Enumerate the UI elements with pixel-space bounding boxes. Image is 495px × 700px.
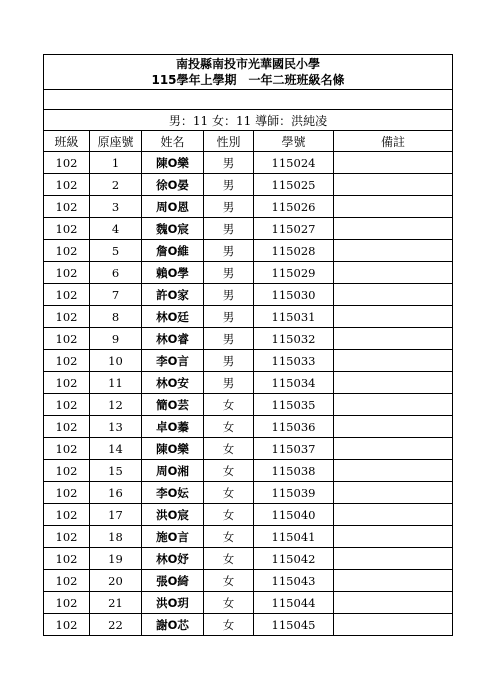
class-cell: 102 — [44, 460, 90, 482]
student-id-cell: 115041 — [254, 526, 334, 548]
table-row — [44, 196, 453, 218]
school-name: 南投縣南投市光華國民小學 — [175, 57, 320, 71]
name-cell: 周O恩 — [142, 196, 204, 218]
table-row — [44, 394, 453, 416]
header-student-id: 學號 — [254, 131, 334, 152]
header-notes: 備註 — [334, 131, 453, 152]
student-id-cell: 115035 — [254, 394, 334, 416]
gender-cell: 女 — [204, 504, 254, 526]
name-cell: 陳O樂 — [142, 438, 204, 460]
document-title — [44, 55, 453, 90]
name-cell: 卓O蓁 — [142, 416, 204, 438]
gender-cell: 男 — [204, 372, 254, 394]
notes-cell — [334, 504, 453, 526]
table-row — [44, 438, 453, 460]
student-id-cell: 115042 — [254, 548, 334, 570]
name-cell: 周O湘 — [142, 460, 204, 482]
notes-cell — [334, 174, 453, 196]
seat-cell: 22 — [90, 614, 142, 636]
gender-cell: 男 — [204, 306, 254, 328]
blank-row — [44, 90, 453, 110]
table-row — [44, 350, 453, 372]
seat-cell: 9 — [90, 328, 142, 350]
student-id-cell: 115027 — [254, 218, 334, 240]
name-cell: 謝O芯 — [142, 614, 204, 636]
title-row — [44, 55, 453, 90]
seat-cell: 14 — [90, 438, 142, 460]
seat-cell: 21 — [90, 592, 142, 614]
name-cell: 賴O學 — [142, 262, 204, 284]
gender-cell: 男 — [204, 328, 254, 350]
seat-cell: 19 — [90, 548, 142, 570]
gender-cell: 男 — [204, 262, 254, 284]
gender-cell: 女 — [204, 548, 254, 570]
class-cell: 102 — [44, 284, 90, 306]
seat-cell: 17 — [90, 504, 142, 526]
seat-cell: 16 — [90, 482, 142, 504]
student-id-cell: 115030 — [254, 284, 334, 306]
name-cell: 洪O玥 — [142, 592, 204, 614]
class-cell: 102 — [44, 240, 90, 262]
class-cell: 102 — [44, 262, 90, 284]
seat-cell: 8 — [90, 306, 142, 328]
class-cell: 102 — [44, 152, 90, 174]
class-cell: 102 — [44, 328, 90, 350]
student-id-cell: 115032 — [254, 328, 334, 350]
student-id-cell: 115034 — [254, 372, 334, 394]
class-cell: 102 — [44, 504, 90, 526]
student-id-cell: 115038 — [254, 460, 334, 482]
table-row — [44, 614, 453, 636]
notes-cell — [334, 306, 453, 328]
seat-cell: 11 — [90, 372, 142, 394]
class-cell: 102 — [44, 394, 90, 416]
student-id-cell: 115024 — [254, 152, 334, 174]
name-cell: 李O言 — [142, 350, 204, 372]
notes-cell — [334, 196, 453, 218]
notes-cell — [334, 570, 453, 592]
class-cell: 102 — [44, 438, 90, 460]
gender-cell: 女 — [204, 482, 254, 504]
table-row — [44, 570, 453, 592]
student-id-cell: 115036 — [254, 416, 334, 438]
notes-cell — [334, 614, 453, 636]
gender-cell: 男 — [204, 350, 254, 372]
class-cell: 102 — [44, 218, 90, 240]
notes-cell — [334, 372, 453, 394]
table-row — [44, 460, 453, 482]
seat-cell: 7 — [90, 284, 142, 306]
notes-cell — [334, 416, 453, 438]
name-cell: 詹O維 — [142, 240, 204, 262]
seat-cell: 1 — [90, 152, 142, 174]
gender-cell: 女 — [204, 460, 254, 482]
student-id-cell: 115033 — [254, 350, 334, 372]
term-class-title: 115學年上學期 一年二班班級名條 — [151, 73, 345, 87]
student-id-cell: 115025 — [254, 174, 334, 196]
seat-cell: 12 — [90, 394, 142, 416]
notes-cell — [334, 262, 453, 284]
notes-cell — [334, 438, 453, 460]
gender-cell: 男 — [204, 152, 254, 174]
notes-cell — [334, 482, 453, 504]
seat-cell: 4 — [90, 218, 142, 240]
name-cell: 李O妘 — [142, 482, 204, 504]
gender-cell: 男 — [204, 284, 254, 306]
student-id-cell: 115029 — [254, 262, 334, 284]
blank-cell — [44, 90, 453, 110]
notes-cell — [334, 152, 453, 174]
gender-cell: 女 — [204, 592, 254, 614]
notes-cell — [334, 218, 453, 240]
seat-cell: 3 — [90, 196, 142, 218]
class-cell: 102 — [44, 196, 90, 218]
name-cell: 許O家 — [142, 284, 204, 306]
gender-cell: 女 — [204, 416, 254, 438]
name-cell: 林O妤 — [142, 548, 204, 570]
header-gender: 性別 — [204, 131, 254, 152]
class-cell: 102 — [44, 526, 90, 548]
table-row — [44, 218, 453, 240]
table-row — [44, 284, 453, 306]
header-class: 班級 — [44, 131, 90, 152]
name-cell: 施O言 — [142, 526, 204, 548]
table-row — [44, 372, 453, 394]
table-row — [44, 416, 453, 438]
seat-cell: 13 — [90, 416, 142, 438]
table-row — [44, 240, 453, 262]
student-id-cell: 115026 — [254, 196, 334, 218]
name-cell: 魏O宸 — [142, 218, 204, 240]
table-row — [44, 306, 453, 328]
class-cell: 102 — [44, 570, 90, 592]
header-row — [44, 131, 453, 152]
seat-cell: 18 — [90, 526, 142, 548]
seat-cell: 2 — [90, 174, 142, 196]
class-cell: 102 — [44, 548, 90, 570]
class-roster-table — [43, 54, 453, 636]
table-row — [44, 328, 453, 350]
notes-cell — [334, 548, 453, 570]
table-row — [44, 482, 453, 504]
header-seat: 原座號 — [90, 131, 142, 152]
gender-cell: 女 — [204, 438, 254, 460]
class-cell: 102 — [44, 592, 90, 614]
gender-cell: 男 — [204, 174, 254, 196]
name-cell: 陳O樂 — [142, 152, 204, 174]
gender-cell: 男 — [204, 196, 254, 218]
seat-cell: 6 — [90, 262, 142, 284]
class-cell: 102 — [44, 372, 90, 394]
table-row — [44, 548, 453, 570]
student-id-cell: 115037 — [254, 438, 334, 460]
gender-cell: 女 — [204, 614, 254, 636]
notes-cell — [334, 592, 453, 614]
seat-cell: 15 — [90, 460, 142, 482]
seat-cell: 10 — [90, 350, 142, 372]
seat-cell: 20 — [90, 570, 142, 592]
header-name: 姓名 — [142, 131, 204, 152]
notes-cell — [334, 460, 453, 482]
seat-cell: 5 — [90, 240, 142, 262]
class-cell: 102 — [44, 350, 90, 372]
table-row — [44, 504, 453, 526]
notes-cell — [334, 240, 453, 262]
name-cell: 林O安 — [142, 372, 204, 394]
name-cell: 徐O晏 — [142, 174, 204, 196]
notes-cell — [334, 350, 453, 372]
student-id-cell: 115045 — [254, 614, 334, 636]
student-id-cell: 115028 — [254, 240, 334, 262]
name-cell: 洪O宸 — [142, 504, 204, 526]
name-cell: 簡O芸 — [142, 394, 204, 416]
class-cell: 102 — [44, 416, 90, 438]
table-row — [44, 526, 453, 548]
notes-cell — [334, 394, 453, 416]
student-id-cell: 115043 — [254, 570, 334, 592]
gender-cell: 女 — [204, 394, 254, 416]
name-cell: 林O睿 — [142, 328, 204, 350]
student-id-cell: 115044 — [254, 592, 334, 614]
class-cell: 102 — [44, 174, 90, 196]
class-cell: 102 — [44, 614, 90, 636]
notes-cell — [334, 284, 453, 306]
class-cell: 102 — [44, 482, 90, 504]
student-id-cell: 115040 — [254, 504, 334, 526]
summary-row — [44, 110, 453, 131]
student-id-cell: 115039 — [254, 482, 334, 504]
table-row — [44, 592, 453, 614]
student-id-cell: 115031 — [254, 306, 334, 328]
class-summary: 男：11 女：11 導師：洪純凌 — [44, 110, 453, 131]
gender-cell: 男 — [204, 218, 254, 240]
name-cell: 張O綺 — [142, 570, 204, 592]
class-cell: 102 — [44, 306, 90, 328]
table-row — [44, 152, 453, 174]
name-cell: 林O廷 — [142, 306, 204, 328]
notes-cell — [334, 328, 453, 350]
gender-cell: 女 — [204, 526, 254, 548]
gender-cell: 女 — [204, 570, 254, 592]
table-row — [44, 174, 453, 196]
notes-cell — [334, 526, 453, 548]
gender-cell: 男 — [204, 240, 254, 262]
table-row — [44, 262, 453, 284]
